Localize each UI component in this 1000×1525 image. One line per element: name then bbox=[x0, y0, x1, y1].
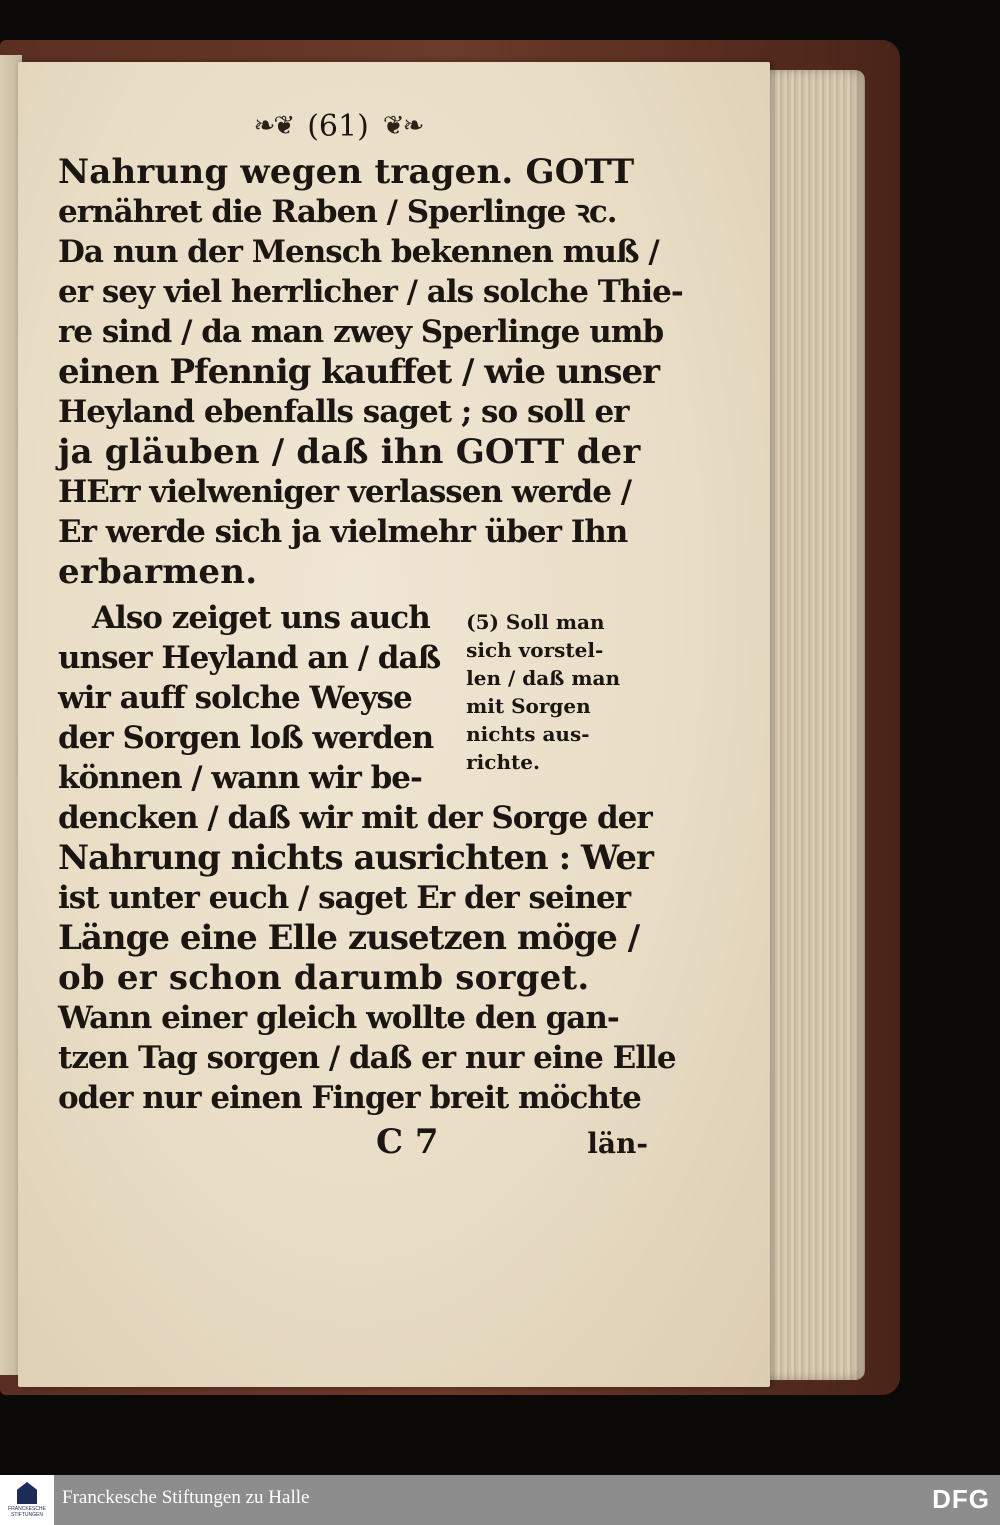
header-ornament-right-icon: ❦❧ bbox=[382, 111, 423, 141]
book-page bbox=[18, 62, 770, 1387]
text-line: tzen Tag sorgen / daß er nur eine Elle bbox=[58, 1040, 676, 1076]
text-line: re sind / da man zwey Sperlinge umb bbox=[58, 314, 664, 350]
text-line: der Sorgen loß werden bbox=[58, 720, 434, 756]
signature-mark: C 7 bbox=[376, 1122, 439, 1162]
text-line: Da nun der Mensch bekennen muß / bbox=[58, 234, 659, 270]
text-line: er sey viel herrlicher / als solche Thie- bbox=[58, 274, 683, 310]
page-footer bbox=[58, 1122, 658, 1162]
dfg-logo[interactable]: DFG bbox=[932, 1484, 990, 1514]
text-line: oder nur einen Finger breit möchte bbox=[58, 1080, 641, 1116]
text-line: Länge eine Elle zusetzen möge / bbox=[58, 918, 640, 958]
text-line: Also zeiget uns auch bbox=[92, 600, 430, 636]
text-line: ja gläuben / daß ihn GOTT der bbox=[58, 432, 641, 472]
margin-note-line: richte. bbox=[466, 750, 540, 774]
text-line: HErr vielweniger verlassen werde / bbox=[58, 474, 632, 510]
main-paragraph bbox=[58, 152, 683, 592]
text-line: unser Heyland an / daß bbox=[58, 640, 441, 676]
logo-text: FRANCKESCHE STIFTUNGEN bbox=[8, 1506, 46, 1518]
margin-note-line: sich vorstel- bbox=[466, 638, 604, 662]
page-number: (61) bbox=[307, 108, 369, 144]
header-ornament-left-icon: ❧❦ bbox=[253, 111, 294, 141]
institution-name[interactable]: Franckesche Stiftungen zu Halle bbox=[62, 1487, 310, 1508]
margin-note-line: len / daß man bbox=[466, 666, 620, 690]
text-line: wir auff solche Weyse bbox=[58, 680, 412, 716]
text-line: Nahrung wegen tragen. GOTT bbox=[58, 152, 635, 192]
text-line: ob er schon darumb sorget. bbox=[58, 958, 590, 998]
page-content bbox=[58, 100, 683, 1162]
viewer-footer-bar bbox=[0, 1475, 1000, 1525]
page-fore-edge bbox=[755, 70, 865, 1380]
page-header bbox=[58, 100, 658, 152]
text-line: ist unter euch / saget Er der seiner bbox=[58, 880, 631, 916]
text-line: können / wann wir be- bbox=[58, 760, 422, 796]
text-line: Nahrung nichts ausrichten : Wer bbox=[58, 838, 653, 878]
text-line: Heyland ebenfalls saget ; so soll er bbox=[58, 394, 629, 430]
margin-note-line: nichts aus- bbox=[466, 722, 590, 746]
text-line: Wann einer gleich wollte den gan- bbox=[58, 1000, 619, 1036]
building-icon bbox=[17, 1482, 37, 1504]
catchword: län- bbox=[587, 1127, 648, 1160]
text-line: Er werde sich ja vielmehr über Ihn bbox=[58, 514, 628, 550]
institution-logo[interactable] bbox=[0, 1475, 54, 1525]
section-body bbox=[58, 598, 440, 798]
text-line: ernähret die Raben / Sperlinge ꝛc. bbox=[58, 194, 617, 230]
continued-paragraph bbox=[58, 798, 676, 1118]
section-with-margin-note bbox=[58, 598, 658, 798]
text-line: dencken / daß wir mit der Sorge der bbox=[58, 800, 652, 836]
text-line: einen Pfennig kauffet / wie unser bbox=[58, 352, 660, 392]
margin-note-line: mit Sorgen bbox=[466, 694, 591, 718]
text-line: erbarmen. bbox=[58, 552, 258, 592]
margin-note-line: (5) Soll man bbox=[466, 610, 605, 634]
margin-note bbox=[466, 598, 636, 798]
